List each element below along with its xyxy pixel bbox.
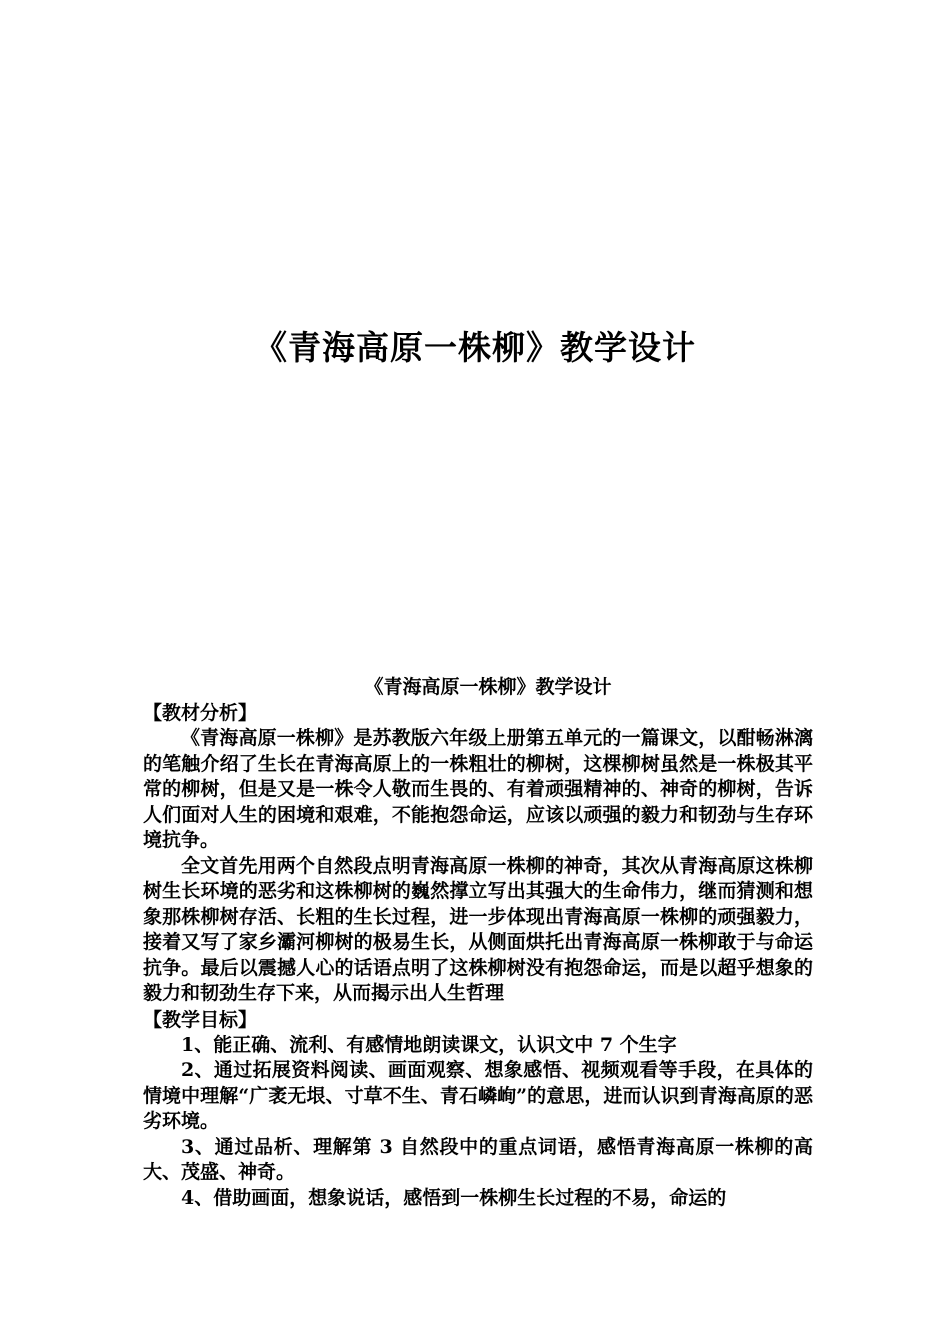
goal-item: 3、通过品析、理解第 3 自然段中的重点词语，感悟青海高原一株柳的高大、茂盛、神奇。 [143, 1135, 813, 1183]
goal-item: 4、借助画面，想象说话，感悟到一株柳生长过程的不易，命运的 [181, 1186, 727, 1209]
cover-title: 《青海高原一株柳》教学设计 [254, 328, 696, 367]
section-teaching-goals [143, 1007, 813, 1212]
section-heading: 【教材分析】 [143, 702, 258, 724]
document-body [143, 674, 813, 1211]
section-heading: 【教学目标】 [143, 1008, 258, 1031]
goal-item: 2、通过拓展资料阅读、画面观察、想象感悟、视频观看等手段，在具体的情境中理解“广袤无垠、寸草不生、青石嶙峋”的意思，进而认识到青海高原的恶劣环境。 [143, 1059, 813, 1132]
goal-item: 1、能正确、流利、有感情地朗读课文，认识文中 7 个生字 [181, 1033, 677, 1056]
paragraph: 全文首先用两个自然段点明青海高原一株柳的神奇，其次从青海高原这株柳树生长环境的恶劣和这株柳树的巍然撑立写出其强大的生命伟力，继而猜测和想象那株柳树存活、长粗的生长过程，进一步体现出青海高原一株柳的顽强毅力，接着又写了家乡灞河柳树的极易生长，从侧面烘托出青海高原一株柳敢于与命运抗争。最后以震撼人心的话语点明了这株柳树没有抱怨命运，而是以超乎想象的毅力和韧劲生存下来，从而揭示出人生哲理 [143, 854, 813, 1004]
document-title: 《青海高原一株柳》教学设计 [364, 676, 612, 698]
section-material-analysis [143, 700, 813, 1007]
paragraph: 《青海高原一株柳》是苏教版六年级上册第五单元的一篇课文，以酣畅淋漓的笔触介绍了生长在青海高原上的一株粗壮的柳树，这棵柳树虽然是一株极其平常的柳树，但是又是一株令人敬而生畏的、有着顽强精神的、神奇的柳树，告诉人们面对人生的困境和艰难，不能抱怨命运，应该以顽强的毅力和韧劲与生存环境抗争。 [143, 727, 813, 851]
